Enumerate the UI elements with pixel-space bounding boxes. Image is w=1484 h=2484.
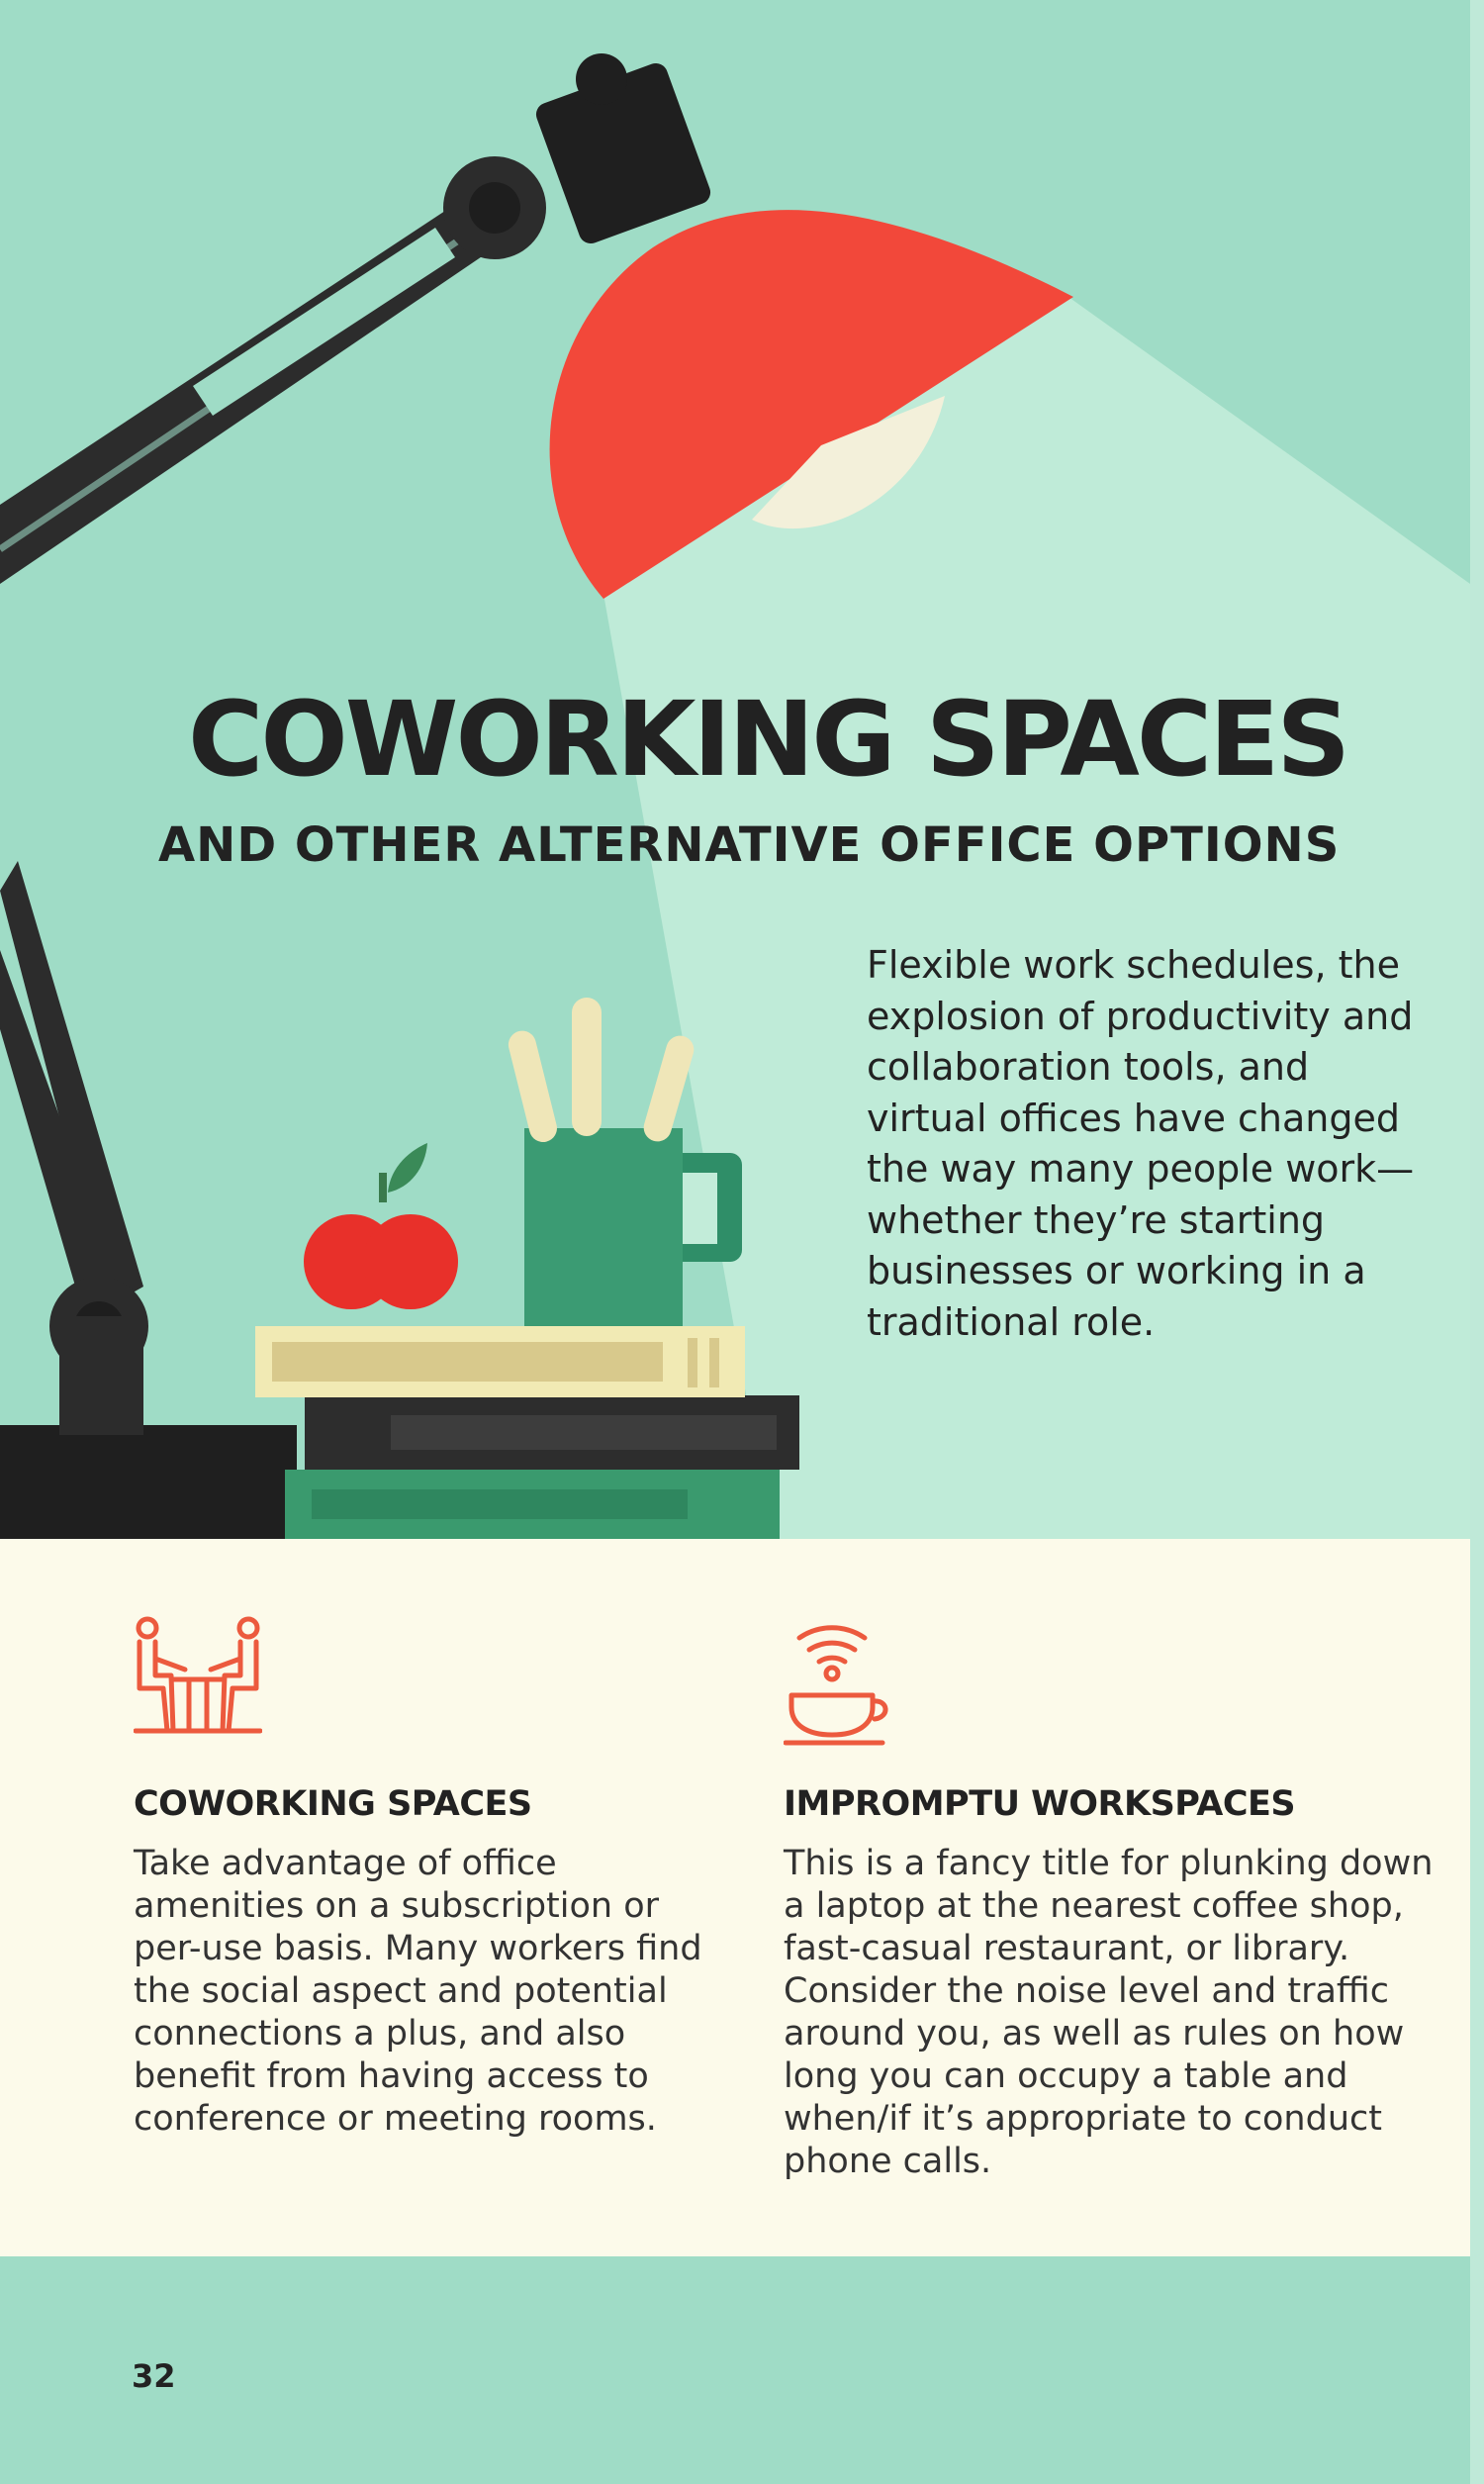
page-number: 32 — [132, 2357, 176, 2395]
wifi-coffee-cup-icon — [784, 1614, 892, 1748]
pencil-1 — [506, 1028, 560, 1145]
apple-leaf — [388, 1143, 427, 1193]
coworking-people-icon — [134, 1614, 262, 1743]
apple-stem — [379, 1173, 387, 1202]
section-body: This is a fancy title for plunking down a laptop at the nearest coffee shop, fast-casual restaurant, or library. Consider the noise level and traffic around you, as well as rules on how long you can occupy a table and when/if it’s appropriate to conduct phone calls. — [784, 1844, 1434, 2181]
book-bottom-band — [312, 1489, 688, 1519]
lamp-base — [0, 1425, 297, 1539]
mug — [524, 1128, 683, 1326]
section-heading: COWORKING SPACES — [134, 1784, 532, 1824]
book-middle-band — [391, 1415, 777, 1450]
lamp-upper-joint-inner — [469, 182, 520, 234]
section-heading: IMPROMPTU WORKSPACES — [784, 1784, 1296, 1824]
page-edge — [1470, 0, 1484, 2484]
lamp-knob — [576, 53, 627, 105]
lamp-stem — [59, 1316, 143, 1435]
book-top-band — [272, 1342, 663, 1382]
pencil-3 — [640, 1032, 696, 1144]
book-top-stripe — [688, 1338, 697, 1387]
info-panel — [0, 1539, 1474, 2256]
section-body: Take advantage of office amenities on a subscription or per-use basis. Many workers find the social aspect and potential connections a plus, and also benefit from having access to conference or meeting rooms. — [134, 1844, 702, 2139]
apple-2 — [363, 1214, 458, 1309]
lamp-lower-arm-2 — [0, 950, 124, 1316]
page-title: COWORKING SPACES — [188, 679, 1348, 800]
book-top-stripe-2 — [709, 1338, 719, 1387]
lamp-arm-brace — [193, 228, 455, 416]
intro-paragraph: Flexible work schedules, the explosion of productivity and collaboration tools, and virtual offices have changed the way many people work—whether they’re starting businesses or working in a traditional role. — [867, 943, 1415, 1344]
page-subtitle: AND OTHER ALTERNATIVE OFFICE OPTIONS — [158, 817, 1341, 873]
pencil-2 — [572, 998, 602, 1136]
